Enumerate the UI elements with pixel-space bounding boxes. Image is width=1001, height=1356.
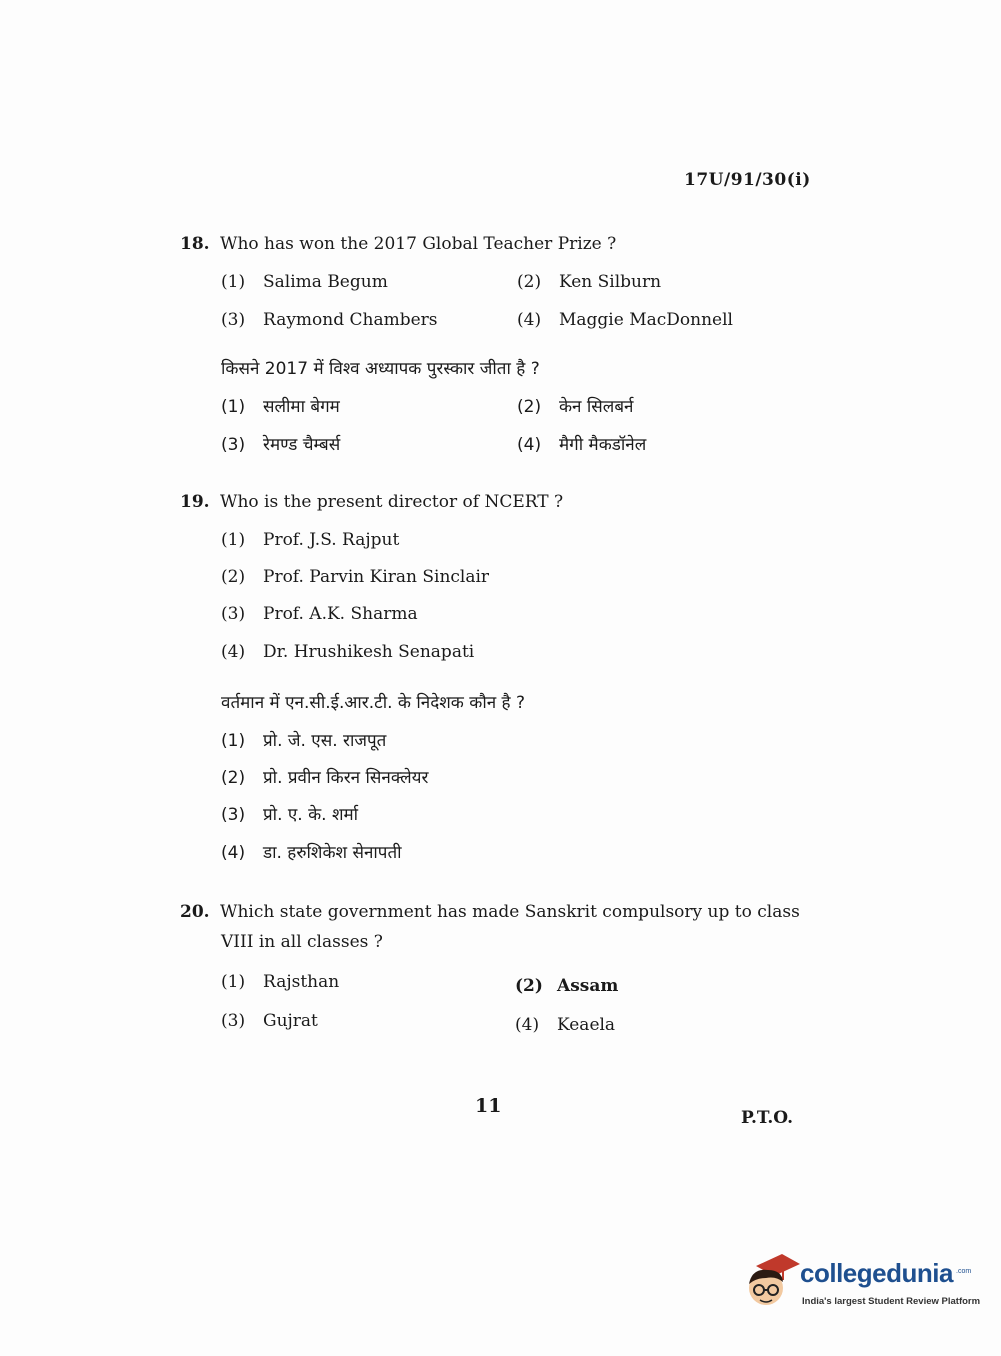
question-text-en: Who is the present director of NCERT ? [220,492,564,512]
option-hi [221,765,428,788]
option-text: प्रो. ए. के. शर्मा [263,805,359,825]
option-number: (3) [221,310,246,330]
option-number: (4) [221,642,246,662]
option [221,530,399,550]
option [221,310,438,330]
option-number: (3) [221,805,246,825]
paper-code: 17U/91/30(i) [684,170,811,190]
option-text: Maggie MacDonnell [559,310,733,330]
option-hi [221,432,340,455]
option [221,1011,318,1031]
option-hi [221,802,358,825]
option-number: (2) [517,272,542,292]
option-text: प्रो. प्रवीन किरन सिनक्लेयर [263,768,429,788]
option-number: (4) [517,310,542,330]
question-number: 19. [180,492,210,512]
page-number: 11 [475,1095,502,1117]
pto-label: P.T.O. [741,1108,793,1128]
collegedunia-logo [742,1252,981,1322]
option-text: Ken Silburn [559,272,662,292]
question-text-hi: किसने 2017 में विश्व अध्यापक पुरस्कार जीता है ? [221,359,540,379]
option-hi [221,394,340,417]
question-text-en-line2: VIII in all classes ? [221,932,383,952]
question-18 [180,234,616,254]
option-number: (3) [221,1011,246,1031]
option-text: Prof. Parvin Kiran Sinclair [263,567,490,587]
option-text: रेमण्ड चैम्बर्स [263,435,341,455]
option [515,1015,615,1035]
option-number: (1) [221,530,246,550]
option-text: Dr. Hrushikesh Senapati [263,642,475,662]
option [221,567,489,587]
option-number: (1) [221,397,246,417]
question-19 [180,492,563,512]
option-text: Keaela [557,1015,616,1035]
mascot-icon [742,1252,800,1314]
option-number: (2) [517,397,542,417]
question-20 [180,902,800,952]
option-text: Rajsthan [263,972,340,992]
option-text: Raymond Chambers [263,310,438,330]
logo-tagline: India's largest Student Review Platform [802,1296,981,1307]
option [221,972,339,992]
option-number: (2) [515,976,543,996]
option-text: मैगी मैकडॉनेल [559,435,647,455]
option [221,642,474,662]
option [221,604,418,624]
option-hi [517,394,633,417]
option [517,310,733,330]
option-number: (1) [221,731,246,751]
option-hi [221,728,386,751]
question-text-en: Who has won the 2017 Global Teacher Prize ? [220,234,617,254]
option-number: (4) [517,435,542,455]
question-text-en: Which state government has made Sanskrit compulsory up to class [220,902,800,922]
question-number: 20. [180,902,210,922]
option-text: केन सिलबर्न [559,397,634,417]
option-text: Prof. J.S. Rajput [263,530,400,550]
logo-name: collegedunia [800,1258,953,1288]
option-number: (4) [515,1015,540,1035]
option-number: (3) [221,435,246,455]
option-number: (2) [221,567,246,587]
option-text: सलीमा बेगम [263,397,340,417]
option-text: Assam [557,976,619,996]
option [517,272,661,292]
option-text: Prof. A.K. Sharma [263,604,418,624]
option-number: (1) [221,272,246,292]
option-hi [221,840,402,863]
option [221,272,388,292]
option-number: (2) [221,768,246,788]
question-text-hi: वर्तमान में एन.सी.ई.आर.टी. के निदेशक कौन है ? [221,693,526,713]
option-text: Salima Begum [263,272,388,292]
logo-suffix: .com [956,1268,972,1275]
option-number: (4) [221,843,246,863]
option-hi [517,432,646,455]
option-text: डा. हरुशिकेश सेनापती [263,843,402,863]
question-number: 18. [180,234,210,254]
option-text: Gujrat [263,1011,318,1031]
option-number: (1) [221,972,246,992]
option-number: (3) [221,604,246,624]
option-text: प्रो. जे. एस. राजपूत [263,731,387,751]
option [515,976,618,996]
